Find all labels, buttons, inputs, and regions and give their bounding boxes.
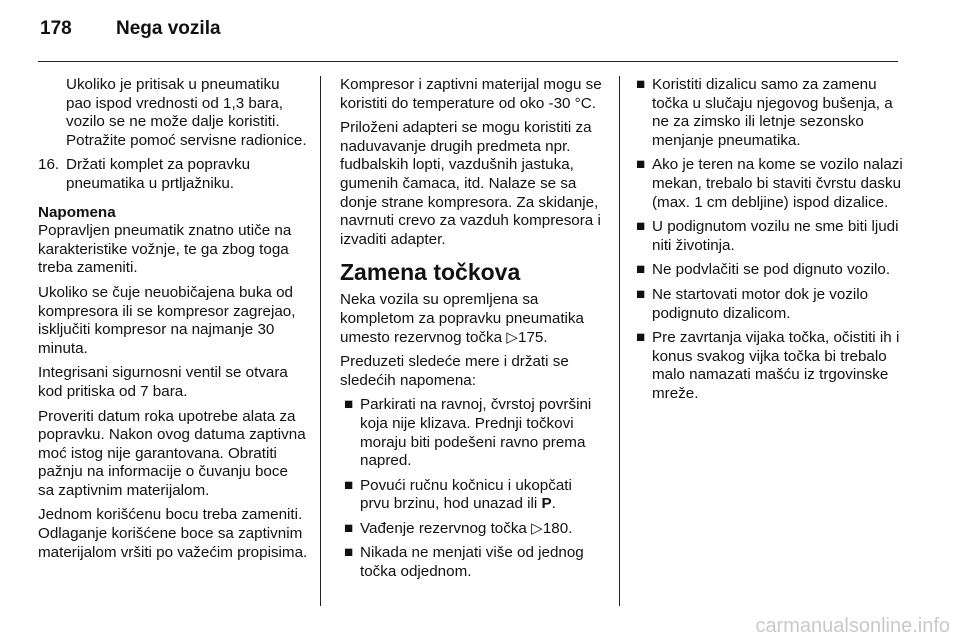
bullet-icon: ■ — [344, 544, 354, 562]
list-item-text-part: Povući ručnu kočnicu i ukopčati prvu brzinu, hod unazad ili — [360, 476, 572, 513]
column-1 — [38, 76, 308, 568]
page-title: Nega vozila — [116, 18, 221, 39]
list-item — [340, 520, 605, 539]
step-number: 16. — [38, 156, 60, 174]
list-item-text: Koristiti dizalicu samo za zamenu točka u slučaju njegovog bušenja, a ne za zimsko ili letnje sezonsko menjanje pneumatika. — [652, 76, 893, 149]
note-paragraph: Ukoliko se čuje neuobičajena buka od kompresora ili se kompresor zagrejao, isključiti kompresor na najmanje 30 minuta. — [38, 283, 296, 357]
list-item-text: Ne startovati motor dok je vozilo podignuto dizalicom. — [652, 285, 869, 322]
step-16 — [38, 156, 308, 193]
section-intro — [340, 291, 605, 347]
page-number: 178 — [40, 18, 72, 39]
bullet-icon: ■ — [636, 329, 646, 347]
list-item-text — [360, 477, 605, 514]
column-3 — [636, 76, 911, 410]
list-item-text: Ako je teren na kome se vozilo nalazi mekan, trebalo bi staviti čvrstu dasku (max. 1 cm debljine) ispod dizalice. — [652, 156, 903, 211]
list-item-text: Pre zavrtanja vijaka točka, očistiti ih i konus svakog vijka točka bi trebalo malo namazati mašću iz trgovinske mreže. — [652, 329, 900, 402]
list-item-text: Nikada ne menjati više od jednog točka odjednom. — [360, 544, 584, 581]
bullet-icon: ■ — [636, 285, 646, 303]
note-paragraph: Popravljen pneumatik znatno utiče na karakteristike vožnje, te ga zbog toga treba zameniti. — [38, 222, 292, 277]
watermark: carmanualsonline.info — [755, 615, 950, 637]
list-item-text: Ne podvlačiti se pod dignuto vozilo. — [652, 261, 891, 279]
page-reference-link[interactable]: ▷ 175. — [506, 329, 547, 346]
list-item-text-part: Vađenje rezervnog točka — [360, 519, 527, 537]
bullet-icon: ■ — [636, 76, 646, 93]
paragraph: Kompresor i zaptivni materijal mogu se koristiti do temperature od oko -30 °C. — [340, 76, 602, 112]
bullet-icon: ■ — [636, 261, 646, 279]
bullet-icon: ■ — [344, 476, 354, 494]
list-item — [636, 156, 911, 212]
note-paragraph: Proveriti datum roka upotrebe alata za popravku. Nakon ovog datuma zaptivna moć istog nije garantovana. Obratiti pažnju na informacije o čuvanju boce sa zaptivnim materijalom. — [38, 407, 306, 499]
list-item — [636, 76, 911, 150]
header-rule — [38, 61, 898, 62]
bullet-icon: ■ — [636, 156, 646, 174]
list-item — [340, 477, 605, 514]
list-item-text — [360, 520, 572, 539]
page-header — [40, 18, 221, 40]
list-item — [340, 396, 605, 470]
list-item-text-end: . — [551, 495, 556, 513]
bullet-icon: ■ — [344, 519, 354, 537]
step-text: Držati komplet za popravku pneumatika u prtljažniku. — [66, 156, 251, 192]
paragraph: Preduzeti sledeće mere i držati se sledećih napomena: — [340, 353, 569, 389]
list-item-text: Parkirati na ravnoj, čvrstoj površini koja nije klizava. Prednji točkovi moraju biti podešeni ravno prema napred. — [360, 396, 592, 470]
bullet-icon: ■ — [636, 218, 646, 236]
list-item — [636, 218, 911, 255]
note-title: Napomena — [38, 203, 116, 221]
column-divider-2 — [619, 76, 620, 606]
column-2 — [340, 76, 605, 588]
column-divider-1 — [320, 76, 321, 606]
page-reference-link[interactable]: ▷ 180. — [531, 520, 572, 537]
bullet-icon: ■ — [344, 396, 354, 414]
note-paragraph: Integrisani sigurnosni ventil se otvara kod pritiska od 7 bara. — [38, 364, 288, 400]
note-paragraph: Jednom korišćenu bocu treba zameniti. Odlaganje korišćene boce sa zaptivnim materijalom vršiti po važećim propisima. — [38, 506, 308, 561]
section-title: Zamena točkova — [340, 259, 521, 286]
gear-p-label: P — [541, 495, 552, 513]
list-item — [636, 286, 911, 323]
intro-paragraph: Ukoliko je pritisak u pneumatiku pao ispod vrednosti od 1,3 bara, vozilo se ne može dalje koristiti. Potražite pomoć servisne radionice. — [66, 76, 307, 149]
list-item-text: U podignutom vozilu ne sme biti ljudi niti životinja. — [652, 218, 899, 254]
list-item — [636, 329, 911, 403]
paragraph: Priloženi adapteri se mogu koristiti za naduvavanje drugih predmeta npr. fudbalskih lopti, vazdušnih jastuka, gumenih čamaca, itd. Nalaze se sa donje strane kompresora. Za skidanje, navrnuti crevo za vazduh kompresora i izvaditi adapter. — [340, 119, 601, 248]
section-intro-text: Neka vozila su opremljena sa kompletom za popravku pneumatika umesto rezervnog točka — [340, 291, 584, 346]
list-item — [636, 261, 911, 280]
list-item — [340, 544, 605, 581]
